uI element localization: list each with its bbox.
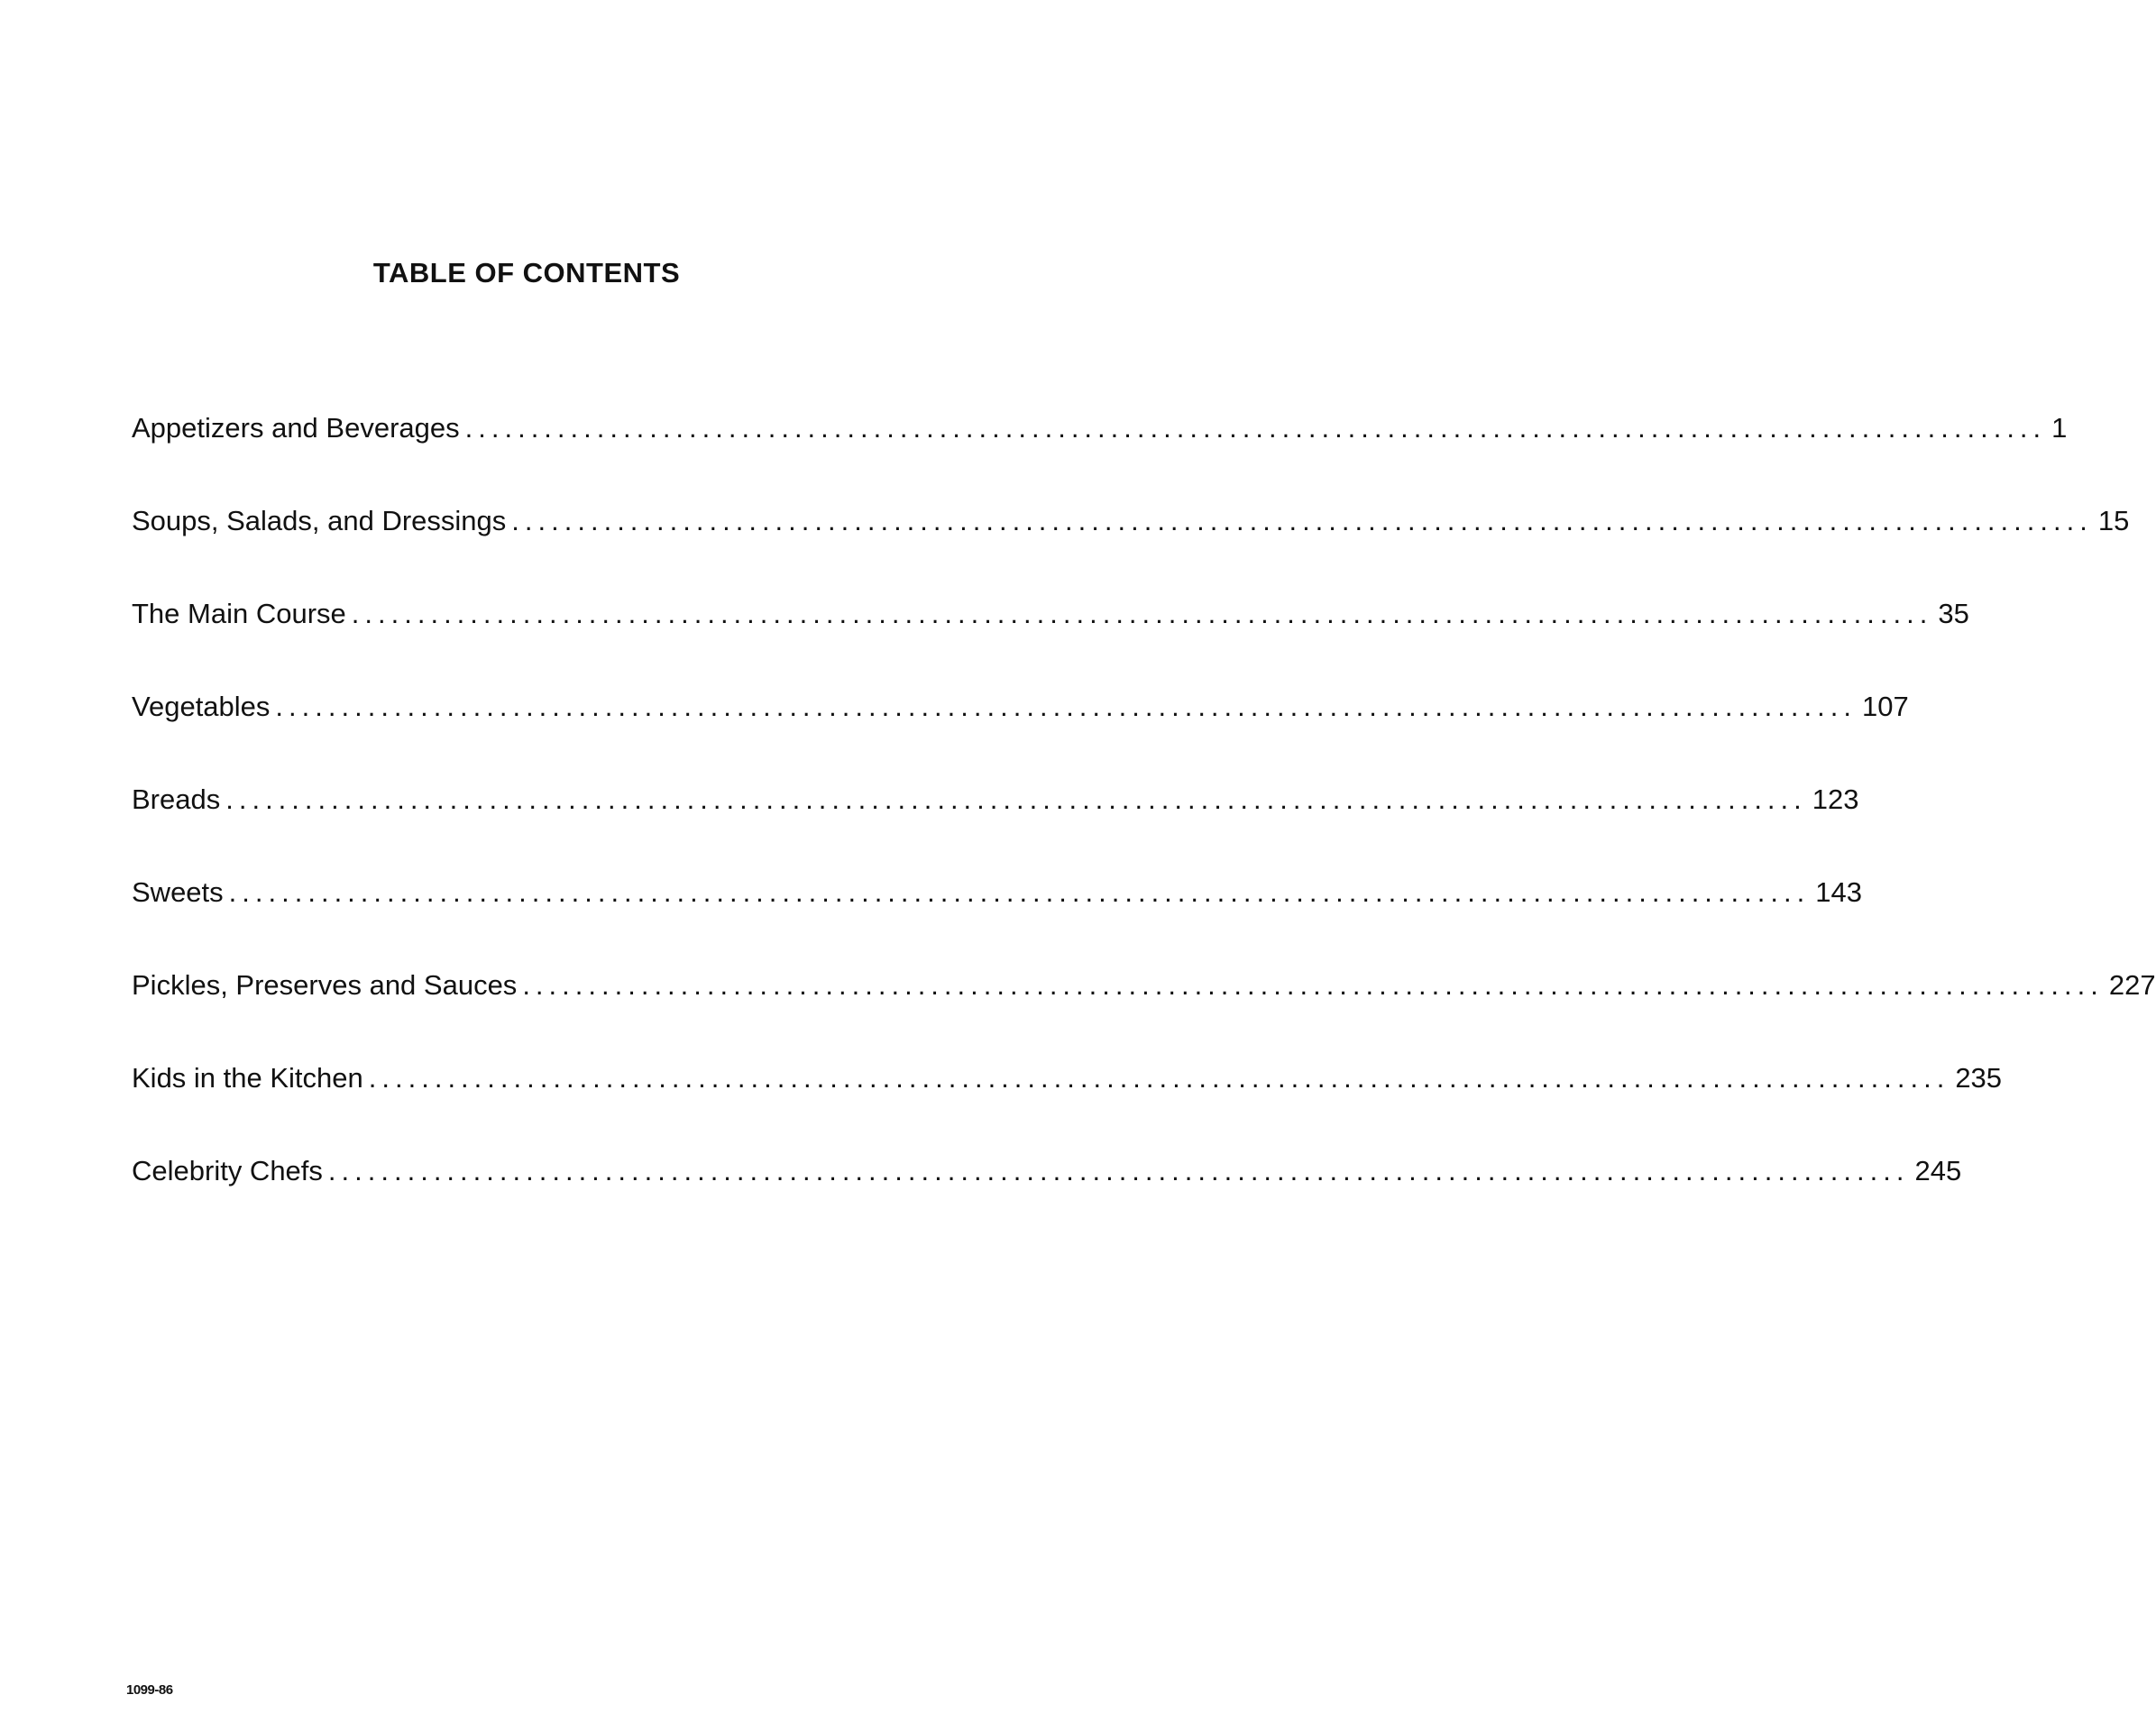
toc-entry-label: Appetizers and Beverages	[132, 412, 460, 444]
dot-leader: ........................................................................................................................	[275, 691, 1857, 722]
toc-entry-label: Sweets	[132, 876, 224, 908]
dot-leader: ........................................................................................................................	[225, 783, 1807, 815]
toc-entry-label: Breads	[132, 783, 221, 815]
dot-leader: ........................................................................................................................	[351, 598, 1933, 629]
dot-leader: ........................................................................................................................	[511, 505, 2093, 536]
dot-leader: ........................................................................................................................	[228, 876, 1811, 908]
toc-entry-page-number: 35	[1938, 598, 1969, 629]
toc-entry-label: Vegetables	[132, 691, 271, 722]
toc-entry	[132, 596, 1969, 689]
toc-entry-page-number: 15	[2097, 505, 2130, 536]
toc-entry	[132, 689, 1909, 782]
toc-entry-label: Celebrity Chefs	[132, 1155, 323, 1186]
dot-leader: ........................................................................................................................	[464, 412, 2047, 444]
toc-entry-page-number: 107	[1861, 691, 1909, 722]
toc-entry	[132, 503, 2130, 596]
toc-entry	[132, 1060, 2003, 1153]
toc-entry	[132, 967, 2156, 1060]
toc-entry	[132, 875, 1862, 967]
toc-entry-page-number: 235	[1955, 1062, 2003, 1094]
toc-entry-page-number: 143	[1815, 876, 1862, 908]
toc-entry	[132, 410, 2068, 503]
dot-leader: ........................................................................................................................	[327, 1155, 1910, 1186]
toc-entry	[132, 782, 1859, 875]
toc-entry-page-number: 245	[1914, 1155, 1962, 1186]
toc-list	[132, 410, 2156, 1246]
toc-entry-page-number: 1	[2051, 412, 2068, 444]
toc-entry-label: The Main Course	[132, 598, 346, 629]
toc-entry	[132, 1153, 1962, 1246]
page-title: TABLE OF CONTENTS	[372, 257, 681, 289]
dot-leader: ........................................................................................................................	[368, 1062, 1950, 1094]
footer-code: 1099-86	[126, 1682, 173, 1698]
dot-leader: ........................................................................................................................	[522, 969, 2104, 1001]
toc-entry-page-number: 123	[1812, 783, 1859, 815]
toc-entry-label: Soups, Salads, and Dressings	[132, 505, 507, 536]
toc-entry-label: Kids in the Kitchen	[132, 1062, 363, 1094]
toc-entry-label: Pickles, Preserves and Sauces	[132, 969, 518, 1001]
toc-entry-page-number: 227	[2108, 969, 2156, 1001]
